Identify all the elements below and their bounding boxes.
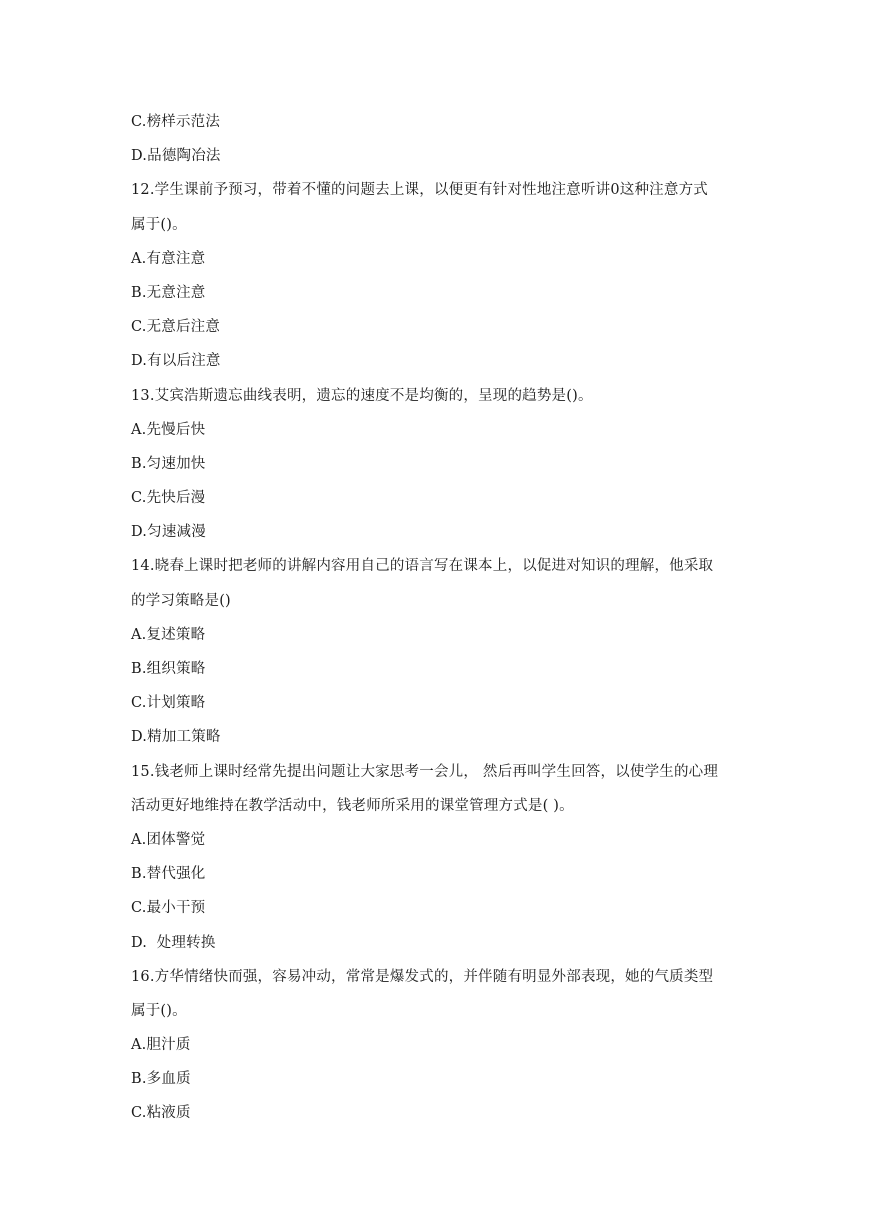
option-line: D. 处理转换 [131, 934, 216, 951]
question-line: 14.晓春上课时把老师的讲解内容用自己的语言写在课本上，以促进对知识的理解，他采取 [131, 558, 714, 575]
option-line: C.计划策略 [131, 695, 206, 712]
question-line: 12.学生课前予预习，带着不懂的问题去上课，以便更有针对性地注意听讲0这种注意方式 [131, 182, 708, 199]
option-line: B.组织策略 [131, 661, 206, 677]
option-line: D.精加工策略 [131, 729, 221, 746]
option-line: B.多血质 [131, 1071, 191, 1088]
option-line: C.最小干预 [131, 900, 206, 917]
option-line: B.无意注意 [131, 284, 206, 301]
option-line: A.复述策略 [131, 626, 206, 643]
option-line: A.团体警觉 [131, 831, 206, 848]
option-line: D.有以后注意 [131, 353, 221, 370]
option-line: C.无意后注意 [131, 319, 221, 336]
option-line: D.匀速减漫 [131, 524, 206, 541]
question-line: 属于()。 [131, 1002, 187, 1019]
document-body [131, 105, 743, 1131]
option-line: C.榜样示范法 [131, 114, 221, 130]
question-line: 属于()。 [131, 216, 187, 233]
option-line: A.先慢后快 [131, 421, 206, 438]
option-line: C.粘液质 [131, 1105, 191, 1122]
question-line: 15.钱老师上课时经常先提出问题让大家思考一会儿， 然后再叫学生回答，以使学生的心理 [131, 763, 719, 780]
option-line: D.品德陶冶法 [131, 148, 221, 165]
option-line: B.匀速加快 [131, 455, 206, 472]
question-line: 活动更好地维持在教学活动中，钱老师所采用的课堂管理方式是( )。 [131, 797, 574, 814]
question-line: 13.艾宾浩斯遗忘曲线表明，遗忘的速度不是均衡的，呈现的趋势是()。 [131, 387, 593, 404]
option-line: A.有意注意 [131, 250, 206, 267]
option-line: C.先快后漫 [131, 490, 206, 507]
option-line: A.胆汁质 [131, 1037, 191, 1054]
question-line: 的学习策略是() [131, 592, 231, 609]
question-line: 16.方华情绪快而强，容易冲动，常常是爆发式的，并伴随有明显外部表现，她的气质类型 [131, 968, 714, 985]
option-line: B.替代强化 [131, 866, 206, 883]
